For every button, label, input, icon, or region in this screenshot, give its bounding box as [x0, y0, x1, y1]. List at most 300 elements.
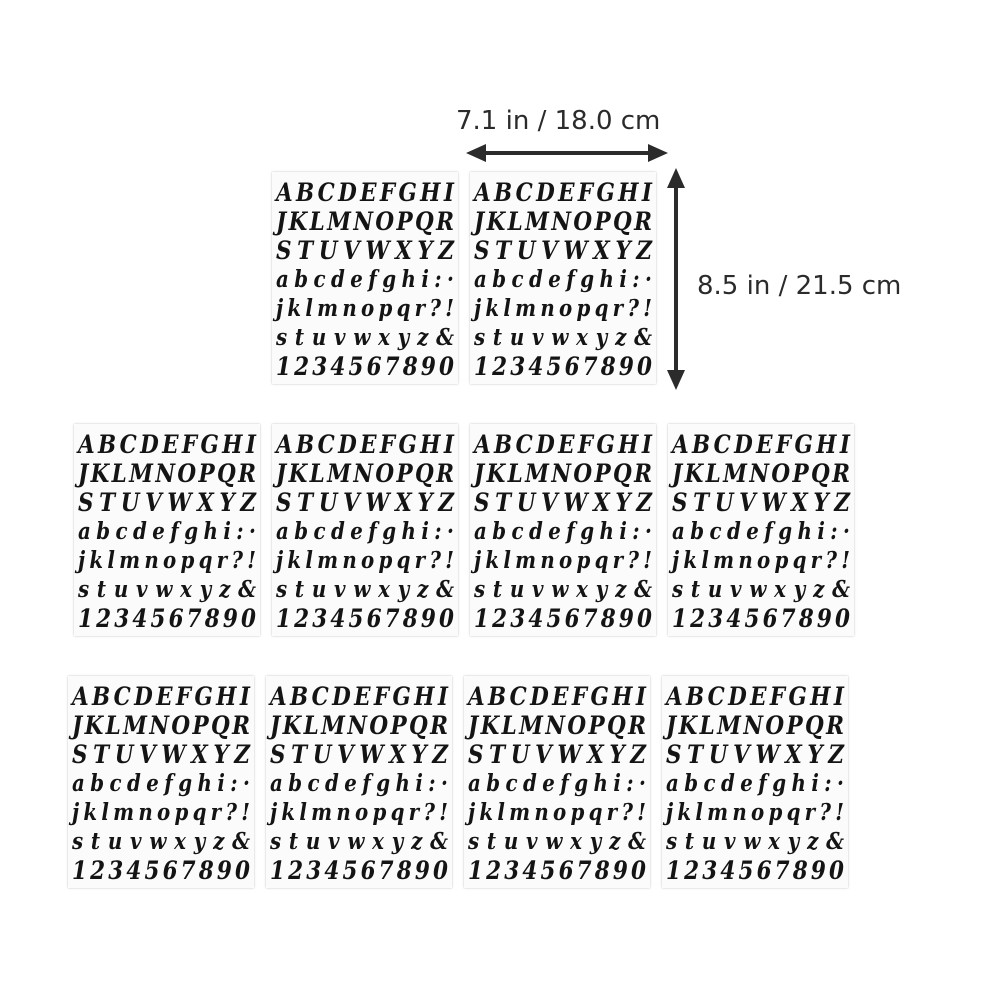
sticker-glyph: U: [510, 740, 529, 769]
sticker-glyph: T: [693, 488, 709, 517]
sticker-glyph: F: [769, 682, 785, 711]
sticker-glyph: e: [146, 770, 158, 797]
letter-row: [276, 430, 453, 459]
sticker-glyph: v: [532, 576, 543, 603]
sticker-glyph: y: [793, 576, 805, 603]
sticker-glyph: ?: [621, 799, 633, 826]
sticker-glyph: M: [525, 207, 549, 236]
sticker-glyph: K: [288, 207, 307, 236]
letter-row: [468, 827, 645, 856]
sticker-glyph: I: [245, 430, 256, 459]
letter-row: [276, 207, 453, 236]
sticker-glyph: Z: [828, 740, 844, 769]
sticker-glyph: G: [596, 178, 614, 207]
sticker-glyph: w: [149, 828, 166, 855]
sticker-glyph: C: [707, 682, 724, 711]
sticker-glyph: z: [213, 828, 224, 855]
sticker-glyph: A: [666, 682, 682, 711]
sticker-glyph: E: [552, 682, 568, 711]
sticker-glyph: V: [733, 740, 749, 769]
letter-row: [270, 711, 447, 740]
sticker-glyph: h: [401, 518, 416, 545]
sticker-glyph: ?: [231, 547, 243, 574]
sticker-glyph: A: [276, 430, 292, 459]
sticker-glyph: y: [787, 828, 799, 855]
sticker-glyph: t: [294, 576, 304, 603]
sticker-glyph: s: [474, 576, 485, 603]
sticker-glyph: F: [775, 430, 791, 459]
sticker-glyph: S: [474, 488, 489, 517]
sticker-glyph: d: [522, 770, 536, 797]
sticker-glyph: L: [111, 459, 126, 488]
sticker-glyph: H: [816, 430, 836, 459]
sticker-glyph: ?: [225, 799, 237, 826]
sticker-glyph: i: [619, 266, 626, 293]
sticker-glyph: 5: [150, 604, 165, 633]
sticker-glyph: M: [723, 459, 747, 488]
letter-row: [474, 323, 651, 352]
sticker-glyph: 0: [637, 604, 652, 633]
sticker-glyph: k: [281, 799, 295, 826]
sticker-glyph: F: [175, 682, 191, 711]
sticker-glyph: N: [551, 207, 571, 236]
sticker-glyph: :: [626, 770, 633, 797]
sticker-glyph: 6: [756, 856, 771, 885]
sticker-glyph: i: [421, 518, 428, 545]
letter-row: [672, 488, 849, 517]
sticker-glyph: 3: [702, 856, 717, 885]
sticker-glyph: 1: [270, 856, 285, 885]
sticker-glyph: S: [270, 740, 285, 769]
sticker-glyph: g: [772, 770, 786, 797]
sticker-glyph: g: [184, 518, 198, 545]
letter-row: [270, 798, 447, 827]
sticker-glyph: X: [191, 740, 207, 769]
sticker-glyph: H: [618, 178, 638, 207]
sticker-glyph: 7: [378, 856, 393, 885]
sticker-glyph: r: [414, 547, 425, 574]
sticker-glyph: X: [593, 488, 609, 517]
sticker-glyph: 3: [312, 352, 327, 381]
sticker-glyph: E: [558, 178, 574, 207]
sticker-glyph: N: [743, 711, 763, 740]
sticker-glyph: 5: [144, 856, 159, 885]
letter-row: [276, 352, 453, 381]
sticker-glyph: J: [276, 459, 286, 488]
sticker-glyph: d: [132, 518, 146, 545]
sticker-glyph: ?: [429, 295, 441, 322]
letter-row: [468, 769, 645, 798]
sticker-glyph: G: [398, 178, 416, 207]
sticker-glyph: j: [78, 547, 85, 574]
sticker-glyph: B: [92, 682, 110, 711]
sticker-sheet: [662, 676, 848, 888]
sticker-glyph: N: [353, 459, 373, 488]
sticker-glyph: m: [311, 799, 332, 826]
letter-row: [78, 430, 255, 459]
sticker-glyph: c: [709, 518, 721, 545]
sticker-glyph: I: [239, 682, 250, 711]
sticker-glyph: t: [486, 828, 496, 855]
sticker-glyph: J: [276, 207, 286, 236]
sticker-glyph: &: [430, 828, 448, 855]
sticker-glyph: t: [90, 828, 100, 855]
sticker-glyph: s: [468, 828, 479, 855]
sticker-glyph: X: [587, 740, 603, 769]
sticker-glyph: A: [672, 430, 688, 459]
sticker-glyph: 9: [810, 856, 826, 885]
sticker-glyph: !: [637, 799, 646, 826]
sticker-glyph: x: [174, 828, 186, 855]
sticker-glyph: r: [210, 799, 221, 826]
sticker-glyph: c: [511, 518, 523, 545]
sticker-glyph: y: [193, 828, 205, 855]
sticker-glyph: 1: [276, 604, 291, 633]
sticker-glyph: P: [594, 459, 610, 488]
sticker-glyph: E: [558, 430, 574, 459]
sticker-glyph: Q: [217, 459, 235, 488]
sticker-glyph: X: [197, 488, 213, 517]
sticker-glyph: p: [576, 547, 590, 574]
sticker-glyph: n: [540, 295, 554, 322]
sticker-glyph: q: [198, 547, 212, 574]
sticker-glyph: C: [713, 430, 730, 459]
sticker-glyph: T: [99, 488, 115, 517]
sticker-glyph: v: [334, 576, 345, 603]
sticker-glyph: 7: [582, 352, 597, 381]
sticker-glyph: 5: [348, 352, 363, 381]
letter-row: [474, 546, 651, 575]
sticker-glyph: 8: [600, 604, 615, 633]
sticker-glyph: f: [368, 518, 376, 545]
sticker-glyph: u: [707, 576, 722, 603]
sticker-glyph: C: [113, 682, 130, 711]
sticker-glyph: ·: [447, 266, 454, 293]
letter-row: [270, 769, 447, 798]
letter-row: [672, 604, 849, 633]
letter-row: [474, 265, 651, 294]
sticker-glyph: n: [540, 547, 554, 574]
sticker-glyph: Q: [811, 459, 829, 488]
letter-row: [270, 827, 447, 856]
sticker-glyph: Y: [417, 488, 432, 517]
sticker-glyph: 7: [384, 352, 399, 381]
sticker-glyph: z: [807, 828, 818, 855]
sticker-glyph: i: [619, 518, 626, 545]
sticker-glyph: C: [317, 430, 334, 459]
sticker-glyph: 0: [829, 856, 844, 885]
letter-row: [474, 352, 651, 381]
sticker-glyph: U: [516, 488, 535, 517]
sticker-glyph: B: [98, 430, 116, 459]
sticker-glyph: H: [216, 682, 236, 711]
sticker-glyph: Z: [432, 740, 448, 769]
sticker-glyph: ?: [627, 547, 639, 574]
sticker-glyph: 1: [78, 604, 93, 633]
sticker-glyph: :: [830, 518, 837, 545]
sticker-glyph: r: [810, 547, 821, 574]
sticker-glyph: X: [593, 236, 609, 265]
sticker-glyph: M: [129, 459, 153, 488]
sticker-glyph: 6: [162, 856, 177, 885]
sticker-glyph: j: [666, 799, 673, 826]
sticker-glyph: p: [768, 799, 782, 826]
letter-row: [78, 488, 255, 517]
sticker-glyph: 9: [420, 604, 436, 633]
sticker-glyph: 7: [186, 604, 201, 633]
sticker-glyph: y: [397, 324, 409, 351]
sticker-glyph: b: [486, 770, 500, 797]
sticker-glyph: 9: [414, 856, 430, 885]
sticker-glyph: m: [509, 799, 530, 826]
sticker-glyph: ·: [441, 770, 448, 797]
sticker-glyph: r: [804, 799, 815, 826]
sticker-glyph: :: [632, 266, 639, 293]
sticker-glyph: W: [365, 236, 389, 265]
sticker-glyph: z: [411, 828, 422, 855]
sticker-glyph: 3: [114, 604, 129, 633]
sticker-glyph: W: [167, 488, 191, 517]
sticker-glyph: U: [318, 236, 337, 265]
sticker-glyph: V: [343, 488, 359, 517]
sticker-glyph: O: [573, 207, 592, 236]
letter-row: [276, 488, 453, 517]
sticker-glyph: D: [332, 682, 350, 711]
sticker-glyph: p: [570, 799, 584, 826]
letter-row: [72, 856, 249, 885]
sticker-glyph: v: [136, 576, 147, 603]
height-dimension-label: 8.5 in / 21.5 cm: [697, 271, 902, 301]
sticker-glyph: 4: [726, 604, 741, 633]
letter-row: [468, 856, 645, 885]
sticker-glyph: K: [486, 459, 505, 488]
sticker-glyph: c: [511, 266, 523, 293]
width-arrow-left-head: [466, 144, 486, 162]
sticker-glyph: G: [398, 430, 416, 459]
letter-row: [666, 740, 843, 769]
sticker-glyph: w: [545, 828, 562, 855]
sticker-glyph: S: [78, 488, 93, 517]
sticker-glyph: E: [162, 430, 178, 459]
sticker-glyph: l: [101, 799, 109, 826]
sticker-glyph: 8: [798, 604, 813, 633]
letter-row: [276, 517, 453, 546]
sticker-glyph: 2: [294, 604, 309, 633]
sticker-glyph: j: [468, 799, 475, 826]
sticker-glyph: v: [334, 324, 345, 351]
sticker-glyph: !: [445, 295, 454, 322]
sticker-glyph: F: [571, 682, 587, 711]
sticker-glyph: o: [757, 547, 770, 574]
sticker-glyph: a: [474, 266, 486, 293]
sticker-glyph: y: [199, 576, 211, 603]
sticker-glyph: s: [78, 576, 89, 603]
sticker-glyph: P: [396, 459, 412, 488]
sticker-glyph: O: [567, 711, 586, 740]
sticker-glyph: 7: [384, 604, 399, 633]
sticker-glyph: 7: [780, 604, 795, 633]
sticker-glyph: &: [634, 576, 652, 603]
sticker-glyph: 0: [241, 604, 256, 633]
sticker-glyph: 4: [522, 856, 537, 885]
sticker-glyph: E: [750, 682, 766, 711]
sticker-glyph: O: [765, 711, 784, 740]
sticker-glyph: ?: [429, 547, 441, 574]
sticker-glyph: 8: [204, 604, 219, 633]
sticker-glyph: 2: [492, 352, 507, 381]
sticker-glyph: b: [684, 770, 698, 797]
sticker-glyph: W: [761, 488, 785, 517]
sticker-glyph: 2: [96, 604, 111, 633]
sticker-glyph: H: [618, 430, 638, 459]
letter-row: [78, 604, 255, 633]
sticker-glyph: 8: [396, 856, 411, 885]
sticker-glyph: 0: [235, 856, 250, 885]
sticker-glyph: g: [574, 770, 588, 797]
sticker-glyph: ?: [819, 799, 831, 826]
sticker-glyph: w: [743, 828, 760, 855]
sticker-glyph: Z: [630, 740, 646, 769]
sticker-glyph: f: [170, 518, 178, 545]
sticker-glyph: L: [309, 459, 324, 488]
sticker-glyph: m: [317, 295, 338, 322]
sticker-glyph: 5: [342, 856, 357, 885]
sticker-glyph: C: [515, 430, 532, 459]
sticker-glyph: i: [415, 770, 422, 797]
sticker-glyph: x: [768, 828, 780, 855]
sticker-glyph: 5: [540, 856, 555, 885]
sticker-glyph: 6: [366, 352, 381, 381]
letter-row: [666, 798, 843, 827]
letter-row: [672, 575, 849, 604]
sticker-glyph: N: [749, 459, 769, 488]
sticker-glyph: D: [338, 430, 356, 459]
letter-row: [672, 459, 849, 488]
sticker-glyph: :: [230, 770, 237, 797]
sticker-glyph: P: [786, 711, 802, 740]
sticker-glyph: 4: [330, 352, 345, 381]
letter-row: [78, 517, 255, 546]
sticker-glyph: R: [232, 711, 250, 740]
sticker-glyph: S: [474, 236, 489, 265]
sticker-glyph: M: [525, 459, 549, 488]
sticker-glyph: R: [238, 459, 256, 488]
sticker-glyph: 1: [672, 604, 687, 633]
sticker-glyph: s: [276, 324, 287, 351]
sticker-glyph: u: [509, 324, 524, 351]
sticker-glyph: 3: [312, 604, 327, 633]
letter-row: [276, 323, 453, 352]
sticker-glyph: 8: [402, 352, 417, 381]
sticker-glyph: K: [684, 459, 703, 488]
sticker-glyph: t: [684, 828, 694, 855]
sticker-glyph: D: [530, 682, 548, 711]
sticker-glyph: 3: [510, 352, 525, 381]
sticker-glyph: V: [145, 488, 161, 517]
sticker-glyph: R: [628, 711, 646, 740]
sticker-glyph: h: [791, 770, 806, 797]
sticker-glyph: x: [372, 828, 384, 855]
sticker-glyph: n: [342, 295, 356, 322]
sticker-glyph: C: [311, 682, 328, 711]
sticker-glyph: e: [746, 518, 758, 545]
sticker-glyph: r: [606, 799, 617, 826]
sticker-glyph: f: [164, 770, 172, 797]
sticker-glyph: 2: [486, 856, 501, 885]
sticker-glyph: W: [563, 236, 587, 265]
sticker-glyph: j: [276, 295, 283, 322]
sticker-glyph: W: [563, 488, 587, 517]
sticker-glyph: A: [468, 682, 484, 711]
sticker-sheet: [464, 676, 650, 888]
sticker-glyph: o: [355, 799, 368, 826]
sticker-glyph: O: [375, 207, 394, 236]
sticker-glyph: d: [330, 518, 344, 545]
sticker-glyph: p: [576, 295, 590, 322]
sticker-glyph: h: [197, 770, 212, 797]
letter-row: [474, 575, 651, 604]
sticker-glyph: v: [328, 828, 339, 855]
sticker-glyph: X: [785, 740, 801, 769]
sticker-glyph: A: [270, 682, 286, 711]
sticker-glyph: h: [203, 518, 218, 545]
sticker-glyph: Y: [615, 488, 630, 517]
sticker-glyph: e: [542, 770, 554, 797]
letter-row: [474, 207, 651, 236]
sticker-glyph: U: [120, 488, 139, 517]
sticker-glyph: l: [299, 799, 307, 826]
sticker-glyph: e: [152, 518, 164, 545]
sticker-glyph: !: [241, 799, 250, 826]
sticker-glyph: 6: [564, 352, 579, 381]
sticker-glyph: u: [311, 324, 326, 351]
sticker-glyph: 2: [690, 604, 705, 633]
sticker-glyph: j: [276, 547, 283, 574]
sticker-glyph: k: [89, 547, 103, 574]
sticker-glyph: G: [590, 682, 608, 711]
letter-row: [468, 740, 645, 769]
sticker-glyph: k: [479, 799, 493, 826]
sticker-glyph: o: [553, 799, 566, 826]
sticker-glyph: h: [593, 770, 608, 797]
sticker-glyph: f: [758, 770, 766, 797]
sticker-glyph: s: [276, 576, 287, 603]
letter-row: [270, 740, 447, 769]
sticker-glyph: I: [839, 430, 850, 459]
sticker-glyph: C: [317, 178, 334, 207]
sticker-glyph: &: [436, 324, 454, 351]
sticker-glyph: 5: [546, 604, 561, 633]
sticker-glyph: x: [378, 576, 390, 603]
sticker-glyph: w: [155, 576, 172, 603]
sticker-glyph: L: [705, 459, 720, 488]
sticker-glyph: ·: [639, 770, 646, 797]
sticker-glyph: u: [503, 828, 518, 855]
sticker-glyph: q: [792, 547, 806, 574]
sticker-glyph: 1: [474, 604, 489, 633]
sticker-glyph: 1: [474, 352, 489, 381]
sticker-glyph: !: [247, 547, 256, 574]
sticker-glyph: c: [109, 770, 121, 797]
sticker-glyph: &: [628, 828, 646, 855]
sticker-glyph: n: [138, 799, 152, 826]
sticker-glyph: I: [635, 682, 646, 711]
sticker-sheet: [668, 424, 854, 636]
sticker-glyph: F: [379, 430, 395, 459]
sticker-glyph: 1: [276, 352, 291, 381]
sticker-glyph: M: [123, 711, 147, 740]
sticker-glyph: F: [181, 430, 197, 459]
